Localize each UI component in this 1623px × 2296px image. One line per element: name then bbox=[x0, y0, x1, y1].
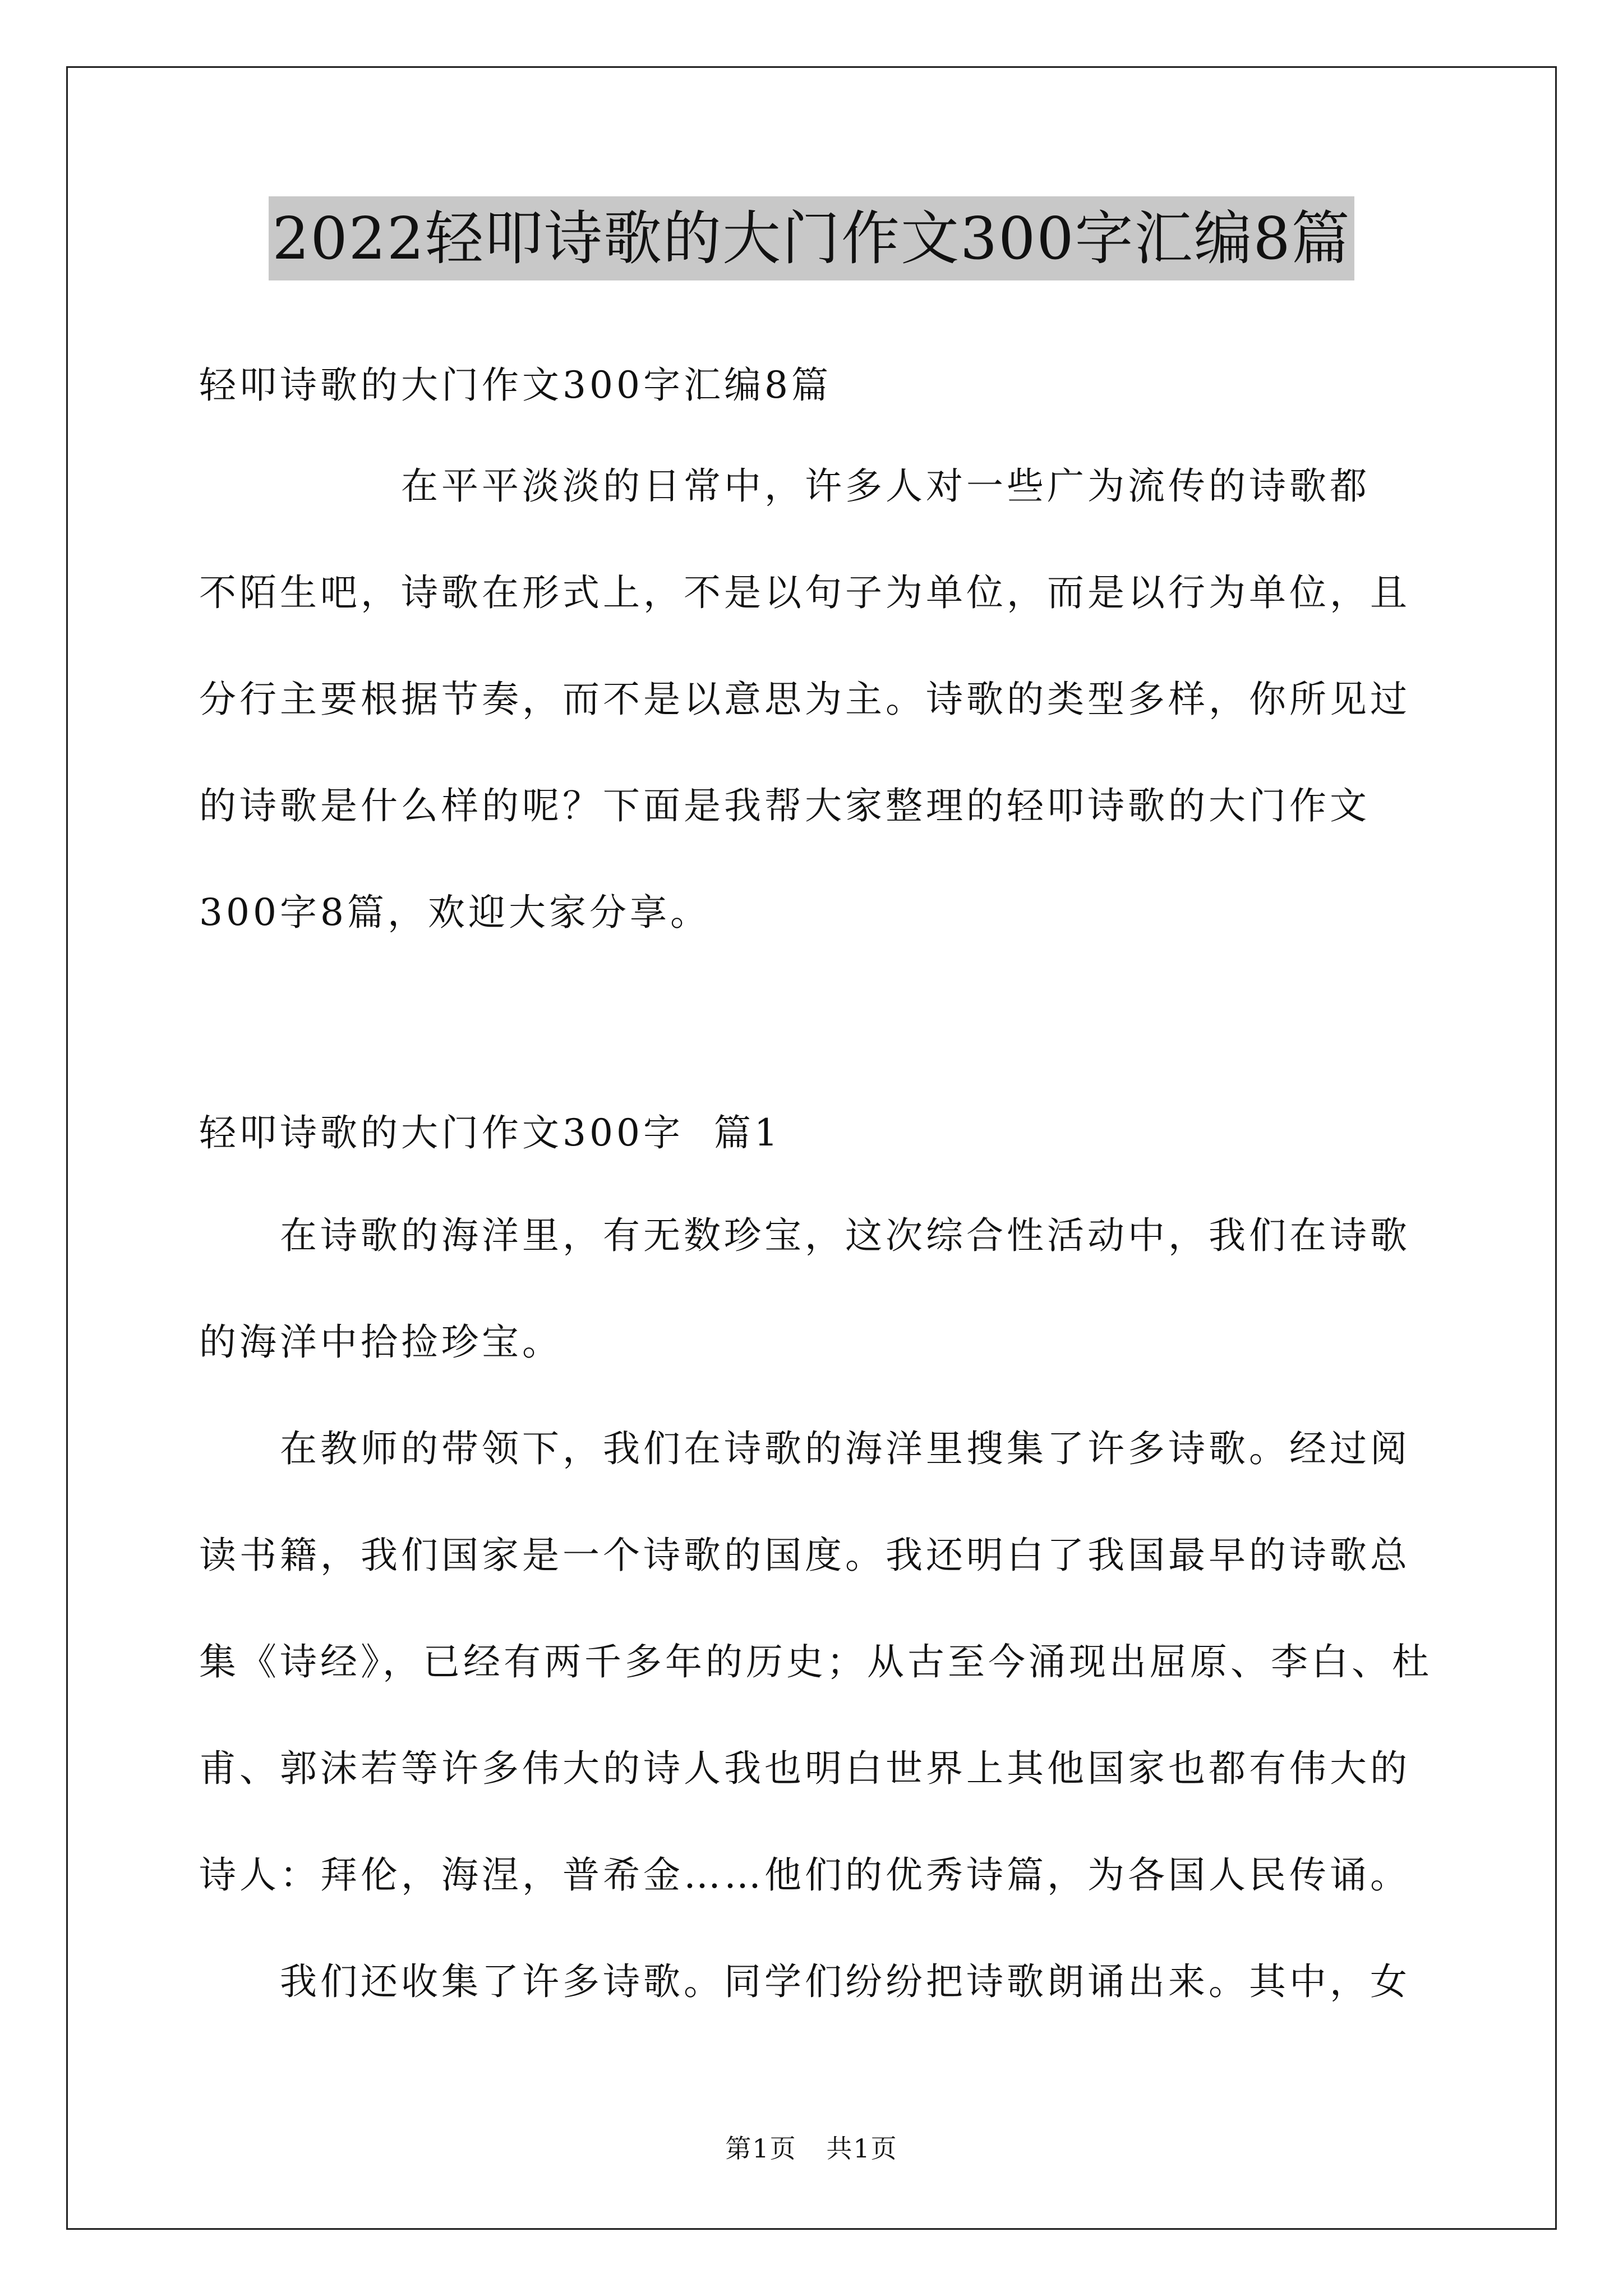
body-line: 甫、郭沫若等许多伟大的诗人我也明白世界上其他国家也都有伟大的 bbox=[199, 1747, 1410, 1790]
section-heading bbox=[199, 1102, 1433, 1209]
intro-line: 不陌生吧，诗歌在形式上，不是以句子为单位，而是以行为单位，且 bbox=[199, 571, 1410, 614]
intro-line: 300字8篇，欢迎大家分享。 bbox=[199, 891, 711, 934]
intro-line: 分行主要根据节奏，而不是以意思为主。诗歌的类型多样，你所见过 bbox=[199, 678, 1410, 721]
section-heading-line: 轻叩诗歌的大门作文300字 篇1 bbox=[199, 1111, 781, 1154]
body-line: 诗人：拜伦，海涅，普希金……他们的优秀诗篇，为各国人民传诵。 bbox=[199, 1853, 1410, 1897]
section-body bbox=[199, 1205, 1433, 2058]
page-number-total: 共1页 bbox=[826, 2133, 898, 2164]
page-number-current: 第1页 bbox=[725, 2133, 797, 2164]
page-footer bbox=[0, 2132, 1623, 2165]
subtitle-line: 轻叩诗歌的大门作文300字汇编8篇 bbox=[199, 364, 832, 407]
body-line: 我们还收集了许多诗歌。同学们纷纷把诗歌朗诵出来。其中，女 bbox=[199, 1960, 1410, 2003]
document-subtitle bbox=[199, 355, 1433, 461]
title-container bbox=[0, 196, 1623, 280]
intro-line: 的诗歌是什么样的呢？下面是我帮大家整理的轻叩诗歌的大门作文 bbox=[199, 784, 1370, 827]
intro-paragraph bbox=[199, 455, 1433, 988]
document-title: 2022轻叩诗歌的大门作文300字汇编8篇 bbox=[269, 196, 1354, 280]
body-line: 集《诗经》，已经有两千多年的历史；从古至今涌现出屈原、李白、杜 bbox=[199, 1640, 1432, 1683]
intro-line: 在平平淡淡的日常中，许多人对一些广为流传的诗歌都 bbox=[199, 464, 1370, 508]
body-line: 在诗歌的海洋里，有无数珍宝，这次综合性活动中，我们在诗歌 bbox=[199, 1214, 1410, 1257]
body-line: 的海洋中拾捡珍宝。 bbox=[199, 1320, 562, 1364]
body-line: 在教师的带领下，我们在诗歌的海洋里搜集了许多诗歌。经过阅 bbox=[199, 1427, 1410, 1470]
body-line: 读书籍，我们国家是一个诗歌的国度。我还明白了我国最早的诗歌总 bbox=[199, 1534, 1410, 1577]
